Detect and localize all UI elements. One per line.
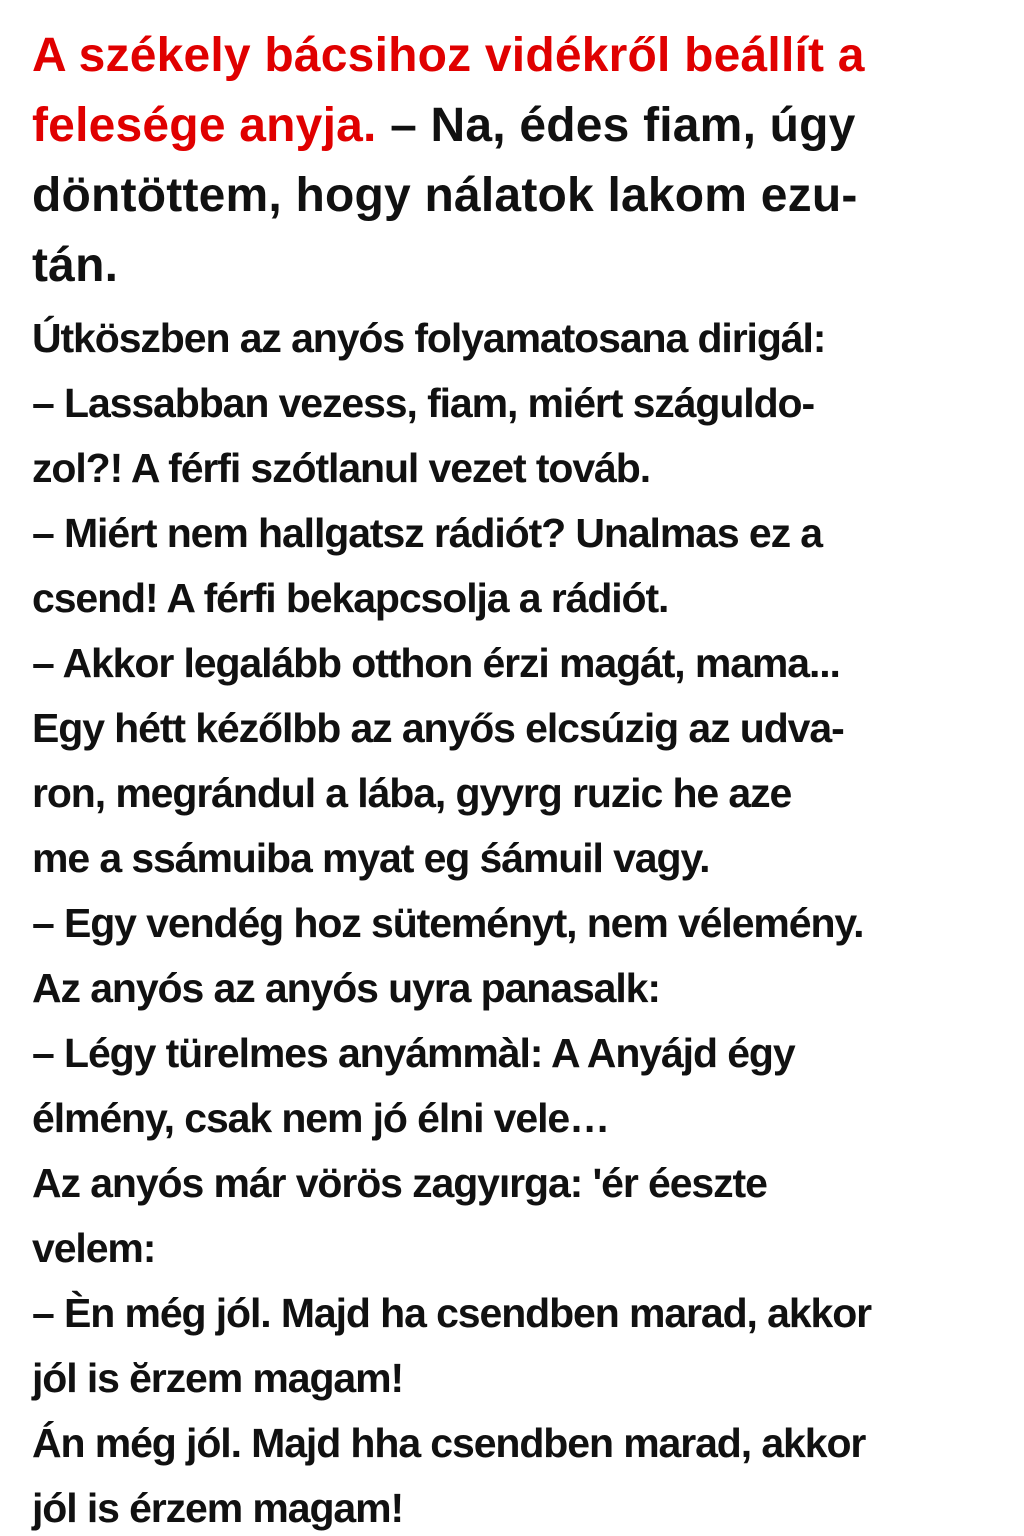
body-line: – Èn még jól. Majd ha csendben marad, akkor [32,1290,872,1336]
body-line: – Légy türelmes anyámmàl: A Anyájd égy [32,1030,795,1076]
body-line: me a ssámuiba myat eg śámuil vagy. [32,835,710,881]
body-line: – Egy vendég hoz süteményt, nem vélemény. [32,900,864,946]
body-line: velem: [32,1225,156,1271]
title-line-2-black: – Na, édes fiam, úgy [376,99,856,152]
body-line: Útköszben az anyós folyamatosana dirigál: [32,315,826,361]
title-line-4: tán. [32,239,119,292]
body-line: jól is ĕrzem magam! [32,1355,404,1401]
body-line: – Lassabban vezess, fiam, miért száguldo- [32,380,815,426]
body-line: – Akkor legalább otthon érzi magát, mama... [32,640,840,686]
title-line-1: A székely bácsihoz vidékről beállít a [32,29,865,82]
body-line: Án még jól. Majd hha csendben marad, akkor [32,1420,866,1466]
body-line: – Miért nem hallgatsz rádiót? Unalmas ez a [32,510,822,556]
body-line: Az anyós már vörös zagyırga: 'ér éeszte [32,1160,767,1206]
body-line: csend! A férfi bekapcsolja a rádiót. [32,575,669,621]
title-line-2 [32,98,856,153]
body-line: jól is érzem magam! [32,1485,404,1531]
body-line: Az anyós az anyós uyra panasalk: [32,965,660,1011]
title-line-3: döntöttem, hogy nálatok lakom ezu- [32,169,858,222]
body-line: ron, megrándul a lába, gyyrg ruzic he aze [32,770,792,816]
body-line: zol?! A férfi szótlanul vezet továb. [32,445,650,491]
body-line: élmény, csak nem jó élni vele… [32,1095,609,1141]
title-line-2-red: felesége anyja. [32,99,377,152]
body-line: Egy hétt kézőlbb az anyős elcsúzig az udva- [32,705,844,751]
